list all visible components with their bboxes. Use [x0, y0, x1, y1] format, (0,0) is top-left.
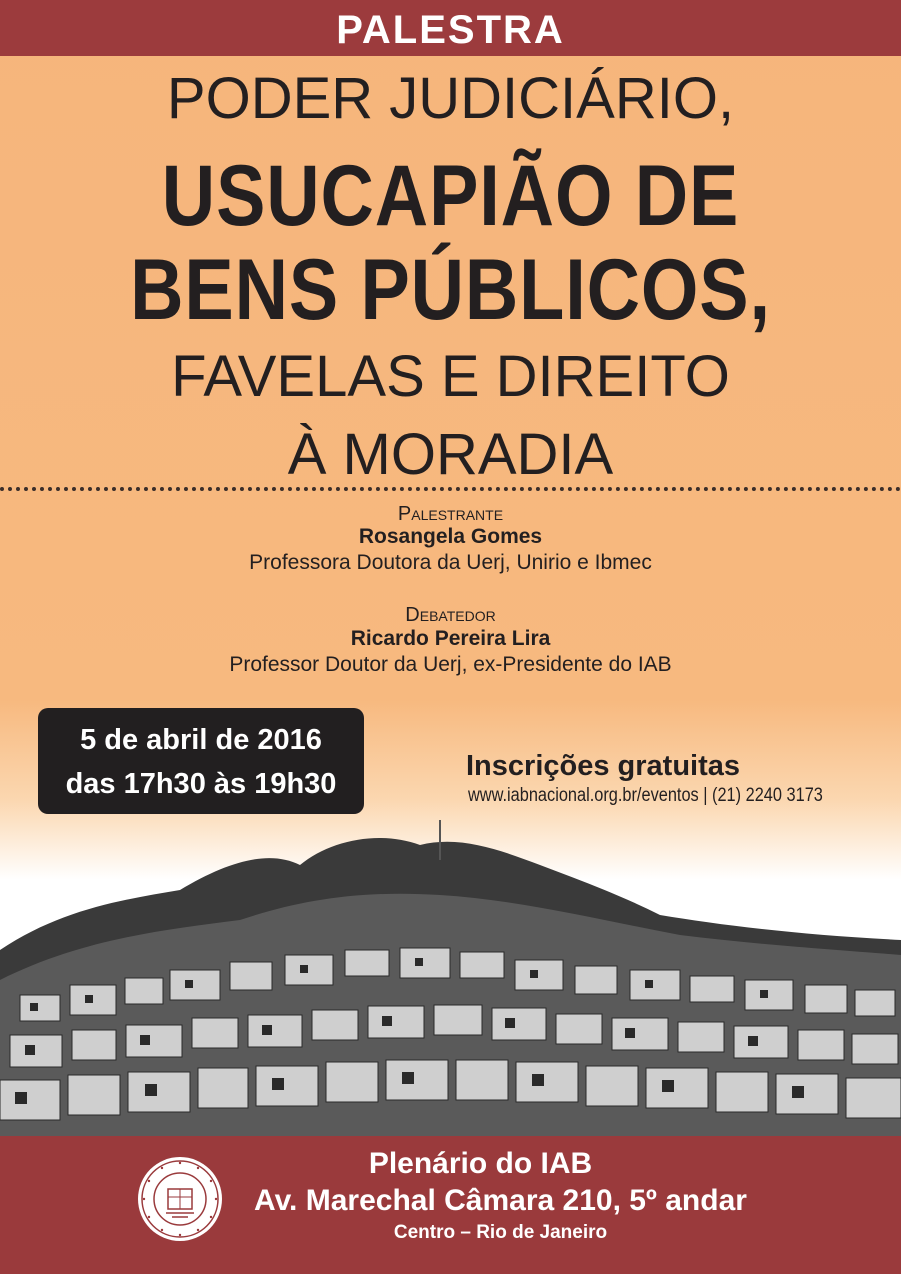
- title-line-2: USUCAPIÃO DE: [161, 148, 740, 244]
- debater-description: Professor Doutor da Uerj, ex-Presidente do IAB: [229, 653, 672, 676]
- dotted-divider: [0, 487, 901, 491]
- debater-role: Debatedor: [405, 604, 496, 626]
- title-line-1: PODER JUDICIÁRIO,: [166, 66, 735, 131]
- debater-name: Ricardo Pereira Lira: [350, 627, 551, 650]
- schedule-box: [38, 708, 364, 814]
- venue-address: Av. Marechal Câmara 210, 5º andar: [254, 1184, 747, 1217]
- speaker-name: Rosangela Gomes: [358, 525, 543, 548]
- title-line-4: FAVELAS E DIREITO: [171, 344, 730, 409]
- venue-city: Centro – Rio de Janeiro: [393, 1222, 608, 1243]
- event-type-label: PALESTRA: [336, 8, 565, 52]
- registration-contact[interactable]: www.iabnacional.org.br/eventos | (21) 2240 3173: [468, 785, 823, 806]
- event-time: das 17h30 às 19h30: [65, 768, 337, 800]
- venue-name: Plenário do IAB: [368, 1147, 593, 1180]
- event-date: 5 de abril de 2016: [80, 724, 322, 756]
- speaker-role: Palestrante: [397, 503, 504, 525]
- speaker-description: Professora Doutora da Uerj, Unirio e Ibmec: [249, 551, 652, 574]
- registration-title: Inscrições gratuitas: [466, 750, 740, 782]
- title-line-3: BENS PÚBLICOS,: [130, 242, 771, 338]
- title-line-5: À MORADIA: [287, 422, 614, 487]
- favela-hillside-image: [0, 820, 901, 1140]
